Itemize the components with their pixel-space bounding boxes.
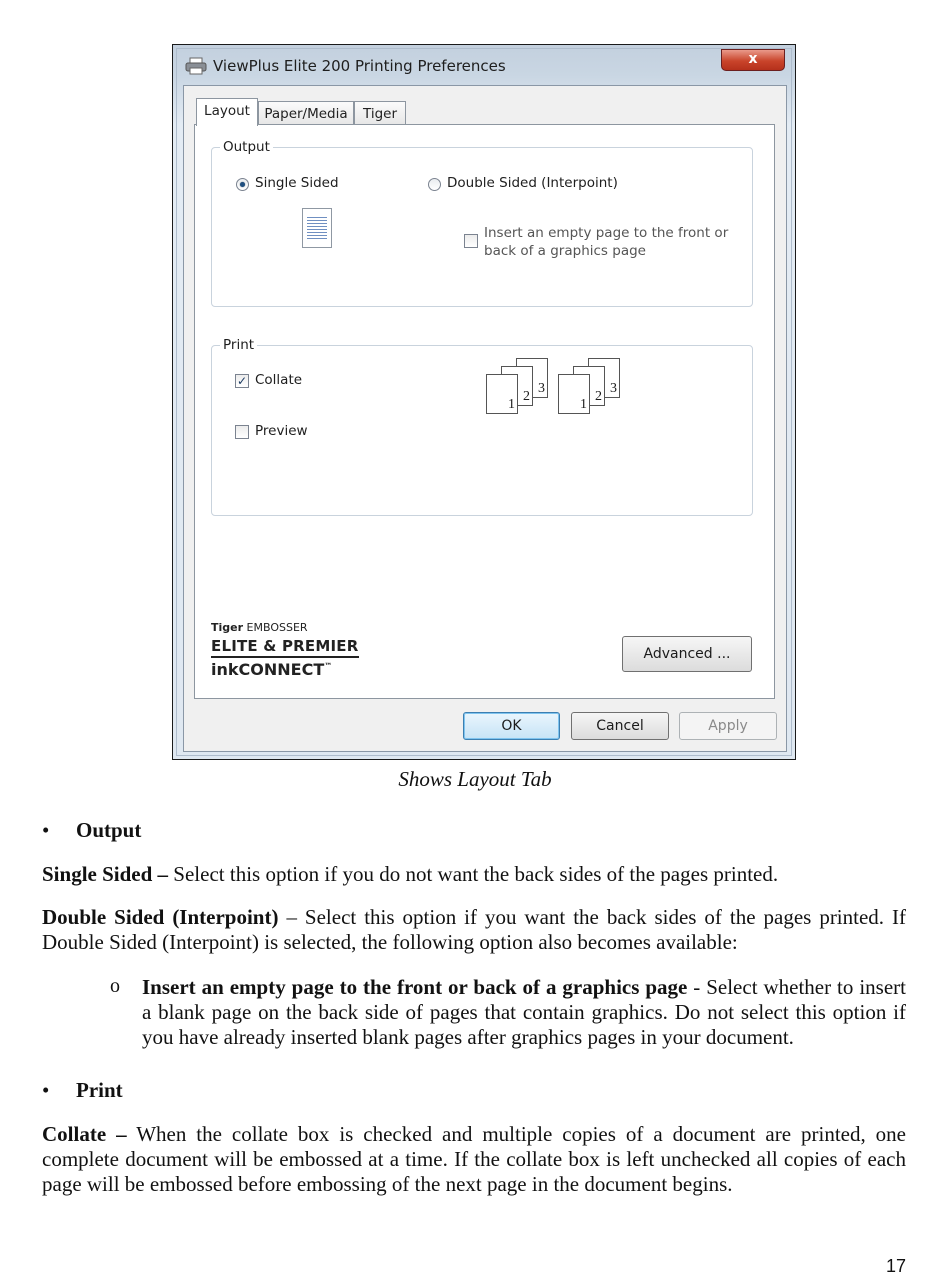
brand-elite-line: ELITE & PREMIER: [211, 637, 359, 658]
collate-term: Collate –: [42, 1122, 127, 1146]
tiger-embosser-logo: [211, 621, 359, 679]
single-sided-label[interactable]: Single Sided: [255, 175, 339, 191]
bullet-icon: •: [42, 818, 50, 842]
single-sided-document-icon: [302, 208, 332, 248]
double-sided-text: – Select this option if you want the back sides of the pages printed. If Double Sided (Interpoint) is selected, the following option also becomes available:: [42, 905, 907, 954]
collate-pages-icon-b: [558, 358, 630, 418]
insert-empty-page-text: - Select whether to insert a blank page on the back side of pages that contain graphics. Do not select this option if you have already inserted blank pages after graphics pages in your document.: [142, 975, 906, 1049]
page-2-sheet: 2: [501, 366, 533, 406]
page-3-sheet: 3: [588, 358, 620, 398]
ok-button[interactable]: OK: [463, 712, 560, 740]
output-heading: • Output: [42, 818, 142, 842]
page-2-sheet: 2: [573, 366, 605, 406]
insert-empty-page-label-line1: Insert an empty page to the front or: [484, 225, 729, 241]
advanced-button[interactable]: Advanced ...: [622, 636, 752, 672]
insert-empty-page-term: Insert an empty page to the front or back of a graphics page: [142, 975, 688, 999]
collate-checkbox[interactable]: ✓: [236, 374, 248, 388]
double-sided-radio[interactable]: [428, 178, 441, 191]
title-bar[interactable]: [173, 45, 795, 85]
double-sided-paragraph: [42, 905, 906, 955]
output-group: [211, 139, 753, 307]
page-1-sheet: 1: [558, 374, 590, 414]
tab-tiger[interactable]: [354, 101, 406, 125]
bullet-icon: •: [42, 1078, 50, 1102]
insert-empty-page-paragraph: [142, 975, 906, 1050]
tab-layout[interactable]: [196, 98, 258, 126]
page-number: 17: [885, 1256, 906, 1276]
tab-tiger-label: Tiger: [362, 106, 397, 122]
print-group: [211, 337, 753, 516]
collate-text: When the collate box is checked and multiple copies of a document are printed, one complete document will be embossed at a time. If the collate box is left unchecked all copies of each page will be embossed before embossing of the next page in the document begins.: [42, 1122, 907, 1196]
collate-paragraph: [42, 1122, 906, 1197]
single-sided-paragraph: [42, 862, 906, 887]
tab-layout-label: Layout: [204, 103, 250, 119]
output-group-label: Output: [220, 139, 273, 155]
printing-preferences-dialog: [172, 44, 796, 760]
single-sided-text: Select this option if you do not want the back sides of the pages printed.: [168, 862, 779, 886]
print-heading: • Print: [42, 1078, 123, 1102]
tab-paper-media[interactable]: [258, 101, 354, 125]
brand-tiger-line: Tiger EMBOSSER: [211, 621, 308, 634]
collate-pages-icon-a: [486, 358, 558, 418]
tab-paper-media-label: Paper/Media: [264, 106, 348, 122]
single-sided-radio[interactable]: [236, 178, 249, 191]
print-group-label: Print: [220, 337, 257, 353]
sub-bullet-icon: o: [110, 975, 120, 997]
page-3-sheet: 3: [516, 358, 548, 398]
double-sided-label[interactable]: Double Sided (Interpoint): [447, 175, 618, 191]
printer-icon: [185, 57, 207, 75]
preview-checkbox[interactable]: [235, 425, 249, 439]
dialog-title: ViewPlus Elite 200 Printing Preferences: [213, 57, 506, 75]
apply-button[interactable]: Apply: [679, 712, 777, 740]
figure-caption: Shows Layout Tab: [398, 767, 552, 791]
single-sided-term: Single Sided –: [42, 862, 169, 886]
collate-label[interactable]: Collate: [255, 372, 303, 388]
preview-label[interactable]: Preview: [255, 423, 308, 439]
insert-empty-page-label-line2: back of a graphics page: [484, 243, 646, 259]
double-sided-term: Double Sided (Interpoint): [42, 905, 279, 929]
page-1-sheet: 1: [486, 374, 518, 414]
close-icon: x: [748, 51, 758, 67]
layout-tab-panel: [194, 124, 775, 699]
close-button[interactable]: [721, 49, 785, 71]
dialog-client-area: [183, 85, 787, 752]
insert-empty-page-checkbox[interactable]: [464, 234, 478, 248]
cancel-button[interactable]: Cancel: [571, 712, 669, 740]
brand-inkconnect-line: inkCONNECT™: [211, 660, 333, 679]
